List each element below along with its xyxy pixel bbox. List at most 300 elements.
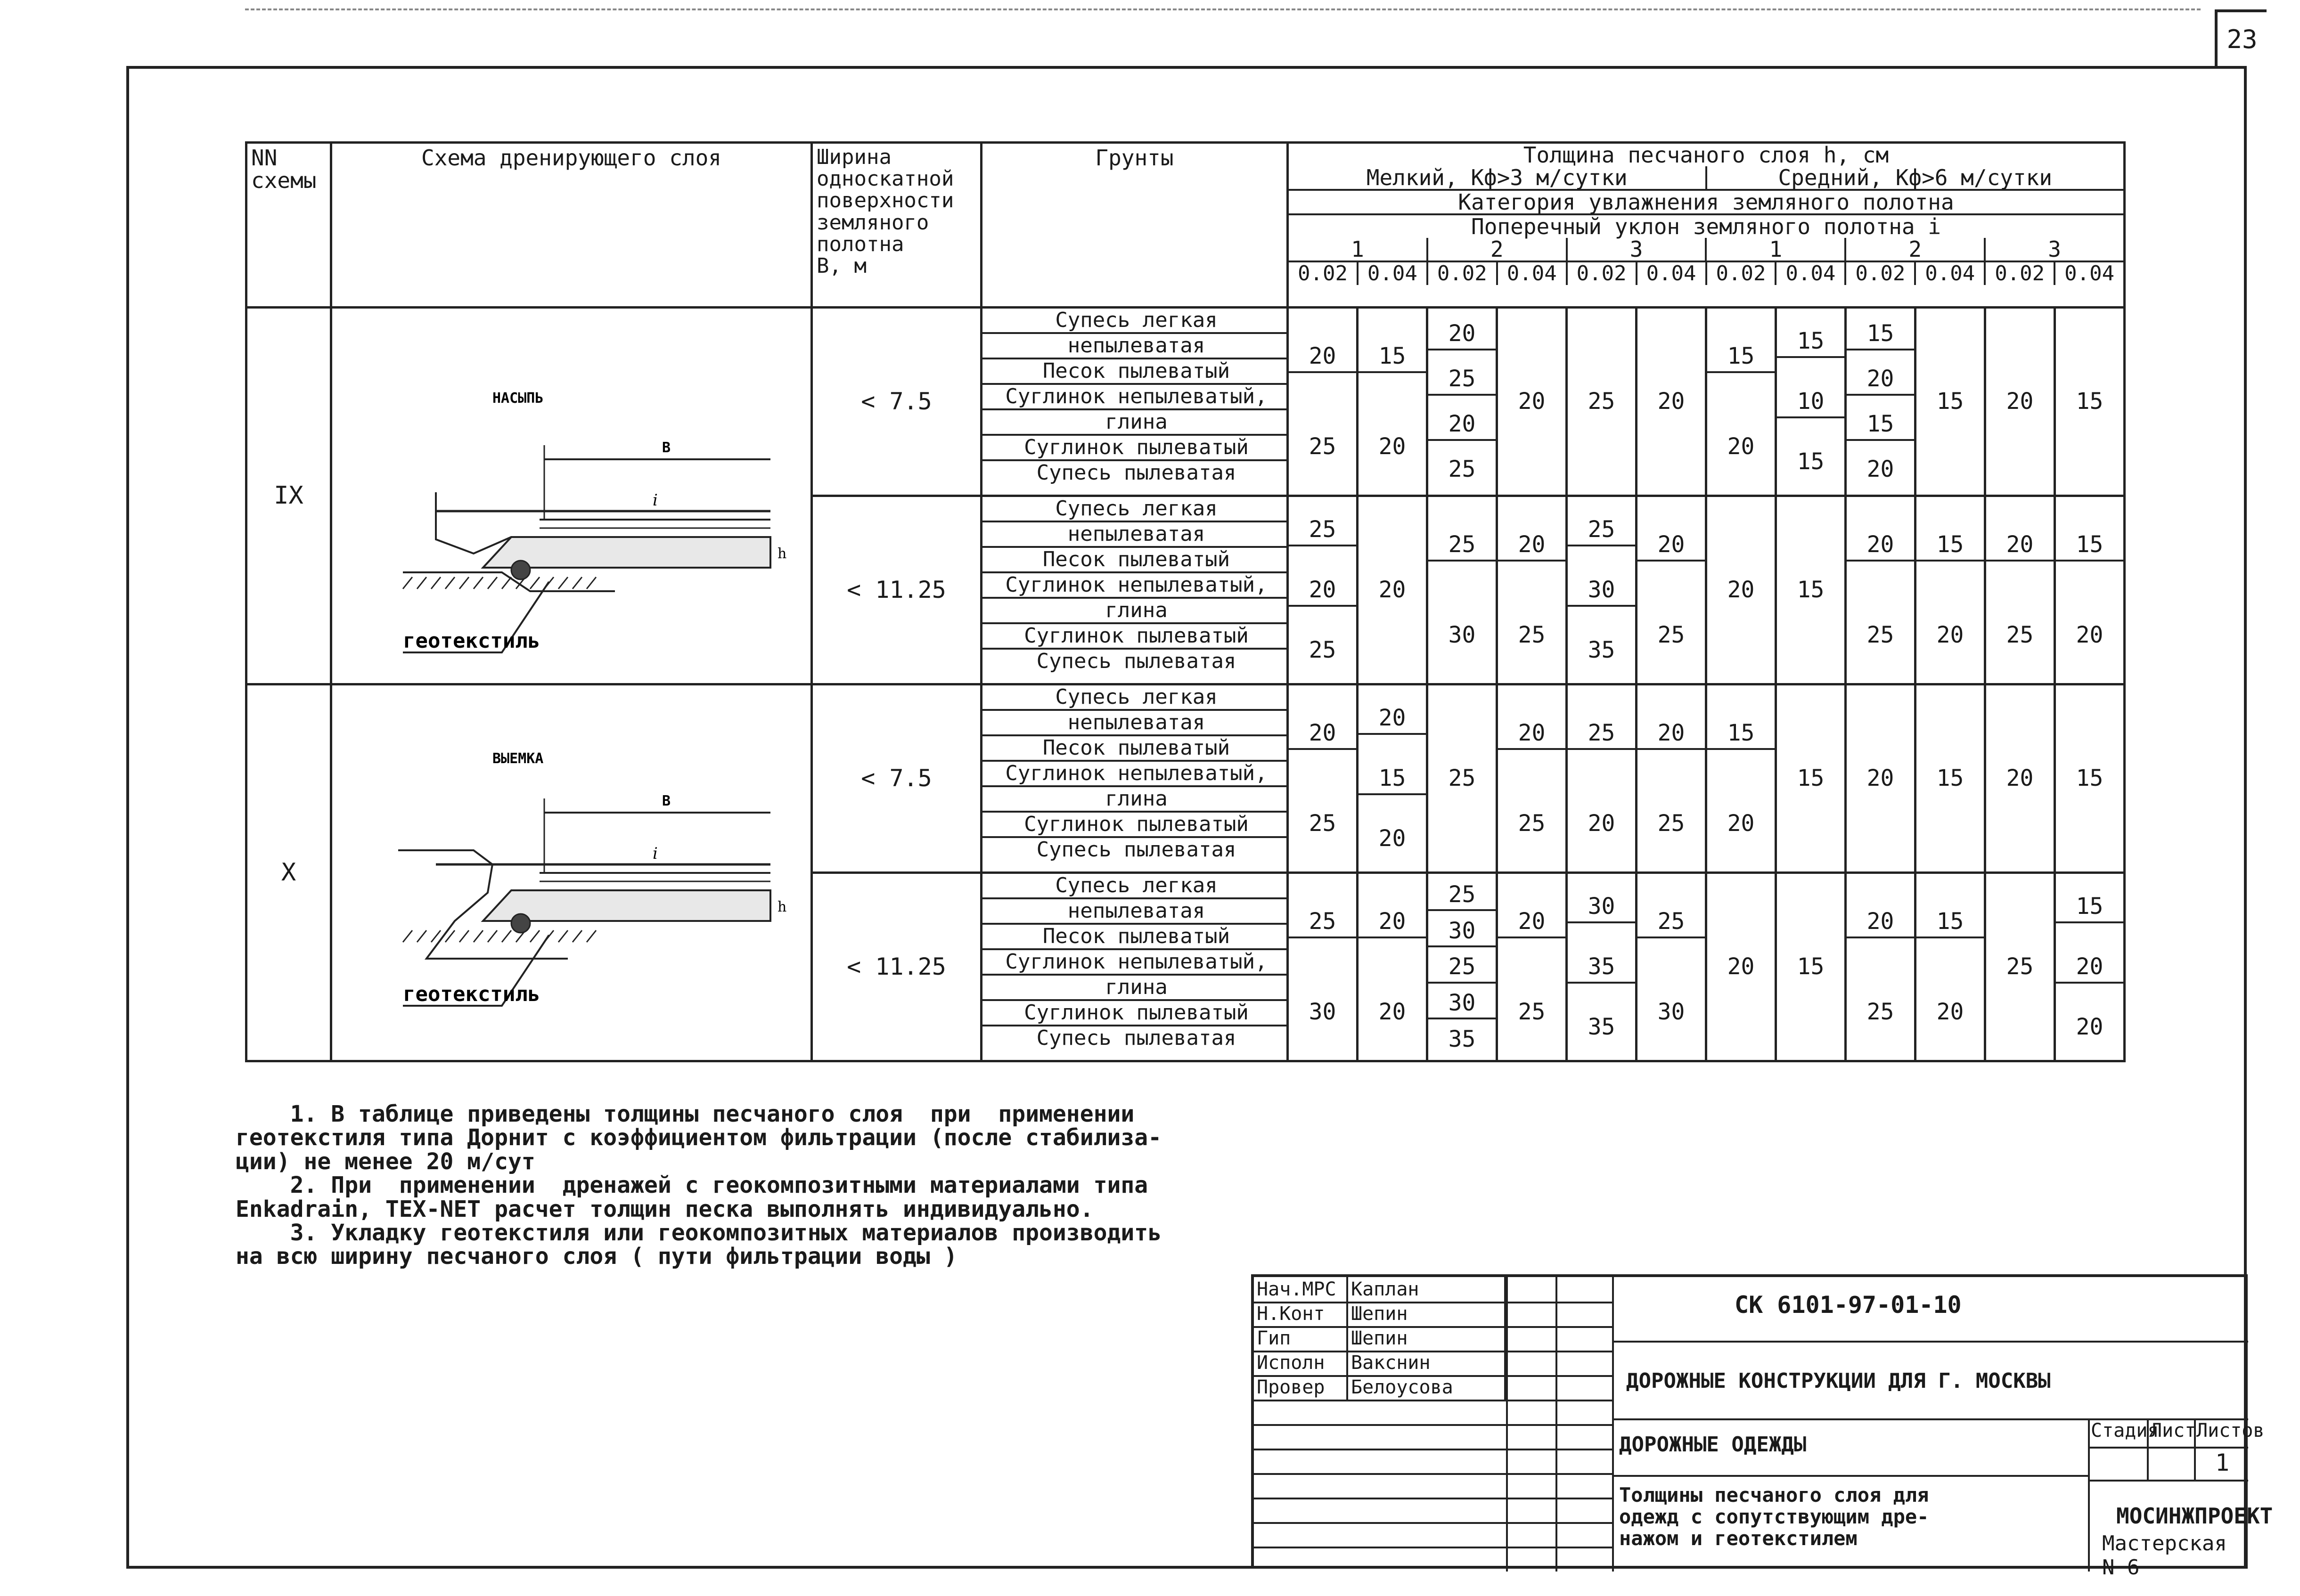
thickness-value: 20: [1518, 388, 1546, 415]
width-value: < 11.25: [812, 873, 982, 1061]
thickness-value: 30: [1448, 622, 1476, 649]
title-block-signatures: [1254, 1277, 1612, 1572]
thickness-cell: [1427, 496, 1497, 684]
header-slope-9: 0.02: [1846, 262, 1916, 285]
thickness-value: 20: [1359, 907, 1426, 938]
header-category-6: 3: [2048, 236, 2061, 262]
thickness-cell: [1427, 873, 1497, 1061]
header-medium-sand: Средний, Кф>6 м/сутки: [1778, 165, 2053, 190]
header-category-5: 2: [1846, 238, 1986, 261]
sand-thickness-table: [245, 141, 2126, 1062]
thickness-cell: [1427, 308, 1497, 496]
thickness-value: 25: [1448, 765, 1476, 792]
thickness-value: 20: [1378, 577, 1406, 603]
role: Гип: [1254, 1326, 1348, 1351]
signature-row: [1254, 1277, 1612, 1302]
thickness-cell: [1706, 684, 1776, 873]
thickness-value: 15: [1916, 530, 1984, 561]
thickness-value: 15: [1707, 342, 1775, 373]
thickness-stack: [1359, 501, 1426, 680]
thickness-stack: [1916, 689, 1984, 868]
geotextile-label: геотекстиль: [403, 629, 540, 653]
soil-name: Супесь легкая: [982, 309, 1286, 334]
soil-name: непылеватая: [982, 522, 1286, 548]
thickness-cell: [1776, 496, 1846, 684]
table-row: [246, 684, 2125, 873]
scheme-number: X: [246, 684, 331, 1061]
thickness-cell: [1846, 873, 1915, 1061]
table-row: [246, 308, 2125, 496]
soil-name: глина: [982, 787, 1286, 813]
thickness-cell: [1358, 496, 1427, 684]
thickness-value: 25: [1518, 810, 1546, 837]
stage-label: Стадия: [2091, 1420, 2159, 1441]
thickness-cell: [1985, 496, 2055, 684]
header-slope-2: 0.04: [1359, 262, 1428, 285]
soil-name: непылеватая: [982, 711, 1286, 736]
soil-name: глина: [982, 599, 1286, 624]
signature-rule: [1254, 1547, 1612, 1548]
header-slope-11: 0.02: [1986, 262, 2055, 285]
thickness-value: 25: [2006, 622, 2034, 649]
header-category-2: 2: [1428, 238, 1568, 261]
signature-row: [1254, 1326, 1612, 1351]
thickness-value: 20: [1428, 409, 1496, 440]
thickness-stack: [1707, 312, 1775, 491]
header-moisture: Категория увлажнения земляного полотна: [1289, 191, 2123, 215]
soil-name: Супесь легкая: [982, 685, 1286, 711]
thickness-value: 20: [1289, 575, 1356, 606]
header-width: Ширина односкатной поверхности земляного полотна В, м: [812, 143, 982, 308]
thickness-value: 20: [2006, 388, 2034, 415]
h-dimension-label: h: [778, 899, 787, 915]
signature-rule: [1254, 1424, 1612, 1426]
thickness-stack: [2056, 878, 2123, 1057]
slope-i-label: i: [653, 844, 658, 863]
thickness-value: 20: [1986, 530, 2054, 561]
thickness-value: 15: [1797, 765, 1825, 792]
thickness-stack: [2056, 689, 2123, 868]
soil-name: Песок пылеватый: [982, 925, 1286, 950]
h-dimension-label: h: [778, 546, 787, 562]
thickness-cell: [1706, 873, 1776, 1061]
thickness-value: 20: [1498, 718, 1565, 749]
note-line: 1. В таблице приведены толщины песчаного слоя при применении: [236, 1101, 1135, 1127]
thickness-stack: [1986, 689, 2054, 868]
thickness-value: 25: [2006, 953, 2034, 980]
signature-rule: [1254, 1473, 1612, 1475]
thickness-value: 20: [1657, 388, 1685, 415]
header-slope-10: 0.04: [1916, 262, 1986, 285]
thickness-value: 25: [1637, 907, 1705, 938]
thickness-cell: [1288, 684, 1358, 873]
header-soils: Грунты: [982, 143, 1288, 308]
header-scheme: Схема дренирующего слоя: [331, 143, 812, 308]
thickness-stack: [1498, 312, 1565, 491]
header-categories: [1289, 238, 2123, 262]
b-dimension-label: B: [662, 793, 671, 809]
thickness-cell: [1915, 496, 1985, 684]
thickness-cell: [1915, 308, 1985, 496]
thickness-value: 20: [1727, 810, 1755, 837]
role: Провер: [1254, 1375, 1348, 1400]
header-slope-4: 0.04: [1498, 262, 1568, 285]
soil-name: Супесь пылеватая: [1036, 1026, 1236, 1050]
thickness-value: 30: [1568, 575, 1635, 606]
thickness-value: 25: [1866, 622, 1894, 649]
signature-rule: [1254, 1522, 1612, 1524]
thickness-value: 30: [1428, 916, 1496, 947]
section-title: ДОРОЖНЫЕ ОДЕЖДЫ: [1619, 1433, 1807, 1457]
soil-name: глина: [982, 976, 1286, 1001]
soil-name: Суглинок непылеватый,: [982, 762, 1286, 787]
soils-list: [982, 873, 1288, 1061]
soil-name: Супесь пылеватая: [1036, 461, 1236, 485]
sheet-title: Толщины песчаного слоя для одежд с сопутствующим дре- нажом и геотекстилем: [1619, 1483, 1929, 1550]
thickness-stack: [1777, 878, 1844, 1057]
thickness-value: 25: [1518, 999, 1546, 1026]
thickness-value: 20: [1866, 456, 1894, 483]
thickness-cell: [1915, 684, 1985, 873]
scheme-type-label: ВЫЕМКА: [492, 750, 544, 767]
thickness-cell: [1497, 496, 1567, 684]
geotextile-label: геотекстиль: [403, 982, 540, 1006]
thickness-stack: [1847, 312, 1914, 491]
thickness-value: 20: [2056, 952, 2123, 983]
thickness-value: 30: [1428, 988, 1496, 1019]
thickness-value: 15: [2076, 765, 2104, 792]
note-line: геотекстиля типа Дорнит с коэффициентом фильтрации (после стабилиза-: [236, 1124, 1162, 1151]
thickness-stack: [1428, 501, 1496, 680]
doc-code: СК 6101-97-01-10: [1735, 1291, 1962, 1319]
sheets-value: 1: [2215, 1449, 2230, 1476]
thickness-stack: [1986, 501, 2054, 680]
thickness-stack: [1986, 312, 2054, 491]
thickness-value: 15: [1847, 409, 1914, 440]
soil-name: Суглинок непылеватый,: [982, 950, 1286, 976]
thickness-stack: [1777, 689, 1844, 868]
width-value: < 7.5: [812, 684, 982, 873]
thickness-stack: [1428, 689, 1496, 868]
thickness-stack: [1637, 312, 1705, 491]
note-line: 3. Укладку геотекстиля или геокомпозитных материалов производить: [236, 1219, 1162, 1246]
thickness-value: 20: [2076, 1014, 2104, 1041]
signature-rule: [1254, 1302, 1612, 1303]
person-name: Шепин: [1348, 1326, 1506, 1351]
note-line: 2. При применении дренажей с геокомпозитными материалами типа: [236, 1172, 1148, 1199]
soil-name: Супесь легкая: [982, 497, 1286, 522]
thickness-stack: [1568, 501, 1635, 680]
notes: [236, 1102, 1272, 1269]
thickness-stack: [1359, 878, 1426, 1057]
thickness-cell: [1358, 873, 1427, 1061]
soil-name: Суглинок непылеватый,: [982, 573, 1286, 599]
thickness-cell: [1985, 684, 2055, 873]
thickness-value: 25: [1289, 907, 1356, 938]
thickness-value: 20: [2076, 622, 2104, 649]
thickness-stack: [1707, 878, 1775, 1057]
person-name: Каплан: [1348, 1277, 1506, 1302]
thickness-value: 20: [1289, 342, 1356, 373]
thickness-value: 20: [1428, 319, 1496, 350]
soil-name: Суглинок пылеватый: [982, 624, 1286, 650]
thickness-value: 25: [1309, 637, 1336, 664]
thickness-cell: [1567, 873, 1637, 1061]
scheme-drawing-1: [332, 309, 808, 676]
thickness-value: 20: [1498, 907, 1565, 938]
header-slope: Поперечный уклон земляного полотна i: [1471, 214, 1941, 239]
thickness-cell: [2055, 684, 2125, 873]
signature-rule: [1254, 1498, 1612, 1499]
role: Нач.МРС: [1254, 1277, 1348, 1302]
soil-name: непылеватая: [982, 334, 1286, 359]
thickness-cell: [1288, 873, 1358, 1061]
slope-i-label: i: [653, 491, 658, 510]
note-line: на всю ширину песчаного слоя ( пути фильтрации воды ): [236, 1243, 958, 1270]
thickness-value: 15: [1359, 342, 1426, 373]
thickness-value: 20: [1727, 577, 1755, 603]
thickness-cell: [1846, 308, 1915, 496]
soil-name: непылеватая: [982, 899, 1286, 925]
thickness-cell: [1637, 873, 1706, 1061]
title-block: [1251, 1274, 2273, 1580]
thickness-value: 20: [1359, 703, 1426, 734]
thickness-value: 15: [1359, 764, 1426, 795]
scheme-type-label: НАСЫПЬ: [492, 390, 544, 407]
scheme-drawing-2: [332, 685, 808, 1053]
thickness-value: 20: [1727, 433, 1755, 460]
thickness-stack: [1847, 878, 1914, 1057]
signature-rule: [1254, 1375, 1612, 1377]
thickness-stack: [1568, 312, 1635, 491]
thickness-cell: [1427, 684, 1497, 873]
b-dimension-label: B: [662, 440, 671, 456]
header-sand-types: [1289, 166, 2123, 191]
header-slope-3: 0.02: [1428, 262, 1498, 285]
thickness-cell: [1637, 308, 1706, 496]
thickness-stack: [1637, 689, 1705, 868]
soil-name: Песок пылеватый: [982, 548, 1286, 573]
thickness-stack: [1637, 501, 1705, 680]
thickness-value: 20: [1378, 825, 1406, 852]
thickness-value: 15: [1936, 765, 1964, 792]
thickness-value: 25: [1568, 718, 1635, 749]
soil-name: глина: [982, 410, 1286, 436]
thickness-value: 15: [1797, 953, 1825, 980]
thickness-cell: [1776, 684, 1846, 873]
thickness-cell: [1288, 496, 1358, 684]
width-value: < 11.25: [812, 496, 982, 684]
thickness-value: 20: [1847, 530, 1914, 561]
header-slope-1: 0.02: [1289, 262, 1359, 285]
thickness-stack: [1289, 878, 1356, 1057]
header-category-3: 3: [1568, 238, 1707, 261]
thickness-cell: [1497, 873, 1567, 1061]
signature-rule: [1254, 1400, 1612, 1401]
thickness-value: 25: [1866, 999, 1894, 1026]
thickness-value: 25: [1568, 515, 1635, 546]
sheet-label: Лист: [2151, 1420, 2196, 1441]
thickness-cell: [2055, 496, 2125, 684]
header-thickness: Толщина песчаного слоя h, см: [1523, 142, 1889, 168]
thickness-stack: [1568, 689, 1635, 868]
thickness-cell: [1985, 308, 2055, 496]
header-slope-12: 0.04: [2064, 261, 2115, 285]
thickness-stack: [1568, 878, 1635, 1057]
signature-row: [1254, 1302, 1612, 1326]
thickness-stack: [1428, 312, 1496, 491]
thickness-stack: [1359, 312, 1426, 491]
sheet-number: 23: [2215, 9, 2267, 66]
signature-rule: [1254, 1326, 1612, 1328]
thickness-cell: [1358, 308, 1427, 496]
soils-list: [982, 308, 1288, 496]
thickness-value: 25: [1309, 810, 1336, 837]
scheme-wrap: [332, 309, 810, 681]
scheme-wrap: [332, 685, 810, 1058]
header-category-1: 1: [1289, 238, 1428, 261]
note-line: ции) не менее 20 м/сут: [236, 1148, 535, 1175]
drain-pipe: [511, 914, 530, 933]
scheme-number: IX: [246, 308, 331, 684]
thickness-cell: [1497, 308, 1567, 496]
thickness-value: 35: [1588, 1014, 1615, 1041]
org-unit: Мастерская N 6: [2102, 1531, 2227, 1580]
thickness-stack: [1986, 878, 2054, 1057]
header-slope-5: 0.02: [1568, 262, 1637, 285]
header-fine-sand: Мелкий, Кф>3 м/сутки: [1289, 166, 1707, 189]
thickness-value: 25: [1289, 515, 1356, 546]
width-value: < 7.5: [812, 308, 982, 496]
thickness-value: 25: [1448, 456, 1476, 483]
thickness-value: 20: [1866, 765, 1894, 792]
thickness-stack: [1498, 501, 1565, 680]
thickness-value: 25: [1428, 880, 1496, 911]
thickness-value: 15: [1797, 448, 1825, 475]
thickness-value: 30: [1309, 999, 1336, 1026]
thickness-value: 20: [2006, 765, 2034, 792]
thickness-cell: [1706, 308, 1776, 496]
thickness-value: 20: [1498, 530, 1565, 561]
signature-row: [1254, 1375, 1612, 1400]
thickness-value: 30: [1657, 999, 1685, 1026]
scheme-cell: [331, 684, 812, 1061]
thickness-stack: [1777, 501, 1844, 680]
scheme-cell: [331, 308, 812, 684]
thickness-value: 20: [1378, 433, 1406, 460]
thickness-value: 20: [1378, 999, 1406, 1026]
soil-name: Суглинок непылеватый,: [982, 385, 1286, 410]
header-slope-8: 0.04: [1776, 262, 1846, 285]
thickness-cell: [1497, 684, 1567, 873]
header-nn: NN схемы: [246, 143, 331, 308]
thickness-cell: [1567, 308, 1637, 496]
header-slope-7: 0.02: [1707, 262, 1777, 285]
signature-rule: [1254, 1351, 1612, 1352]
thickness-cell: [1288, 308, 1358, 496]
thickness-stack: [1498, 689, 1565, 868]
thickness-value: 15: [1916, 907, 1984, 938]
soil-name: Супесь пылеватая: [1036, 838, 1236, 862]
thickness-value: 35: [1448, 1026, 1476, 1052]
thickness-stack: [1916, 501, 1984, 680]
signature-rule: [1254, 1449, 1612, 1450]
thickness-cell: [2055, 873, 2125, 1061]
person-name: Белоусова: [1348, 1375, 1506, 1400]
thickness-cell: [1985, 873, 2055, 1061]
soil-name: Песок пылеватый: [982, 359, 1286, 385]
soil-name: Суглинок пылеватый: [982, 1001, 1286, 1026]
thickness-value: 20: [1847, 907, 1914, 938]
thickness-stack: [1289, 689, 1356, 868]
thickness-value: 25: [1309, 433, 1336, 460]
soil-name: Суглинок пылеватый: [982, 436, 1286, 461]
thickness-stack: [1777, 312, 1844, 491]
project-title: ДОРОЖНЫЕ КОНСТРУКЦИИ ДЛЯ Г. МОСКВЫ: [1626, 1369, 2051, 1393]
thickness-value: 15: [2056, 530, 2123, 561]
thickness-value: 15: [1936, 388, 1964, 415]
thickness-cell: [1846, 684, 1915, 873]
thickness-value: 35: [1588, 637, 1615, 664]
note-line: Enkadrain, TEX-NET расчет толщин песка выполнять индивидуально.: [236, 1196, 1094, 1222]
thickness-stack: [1498, 878, 1565, 1057]
thickness-value: 20: [1637, 530, 1705, 561]
thickness-stack: [2056, 501, 2123, 680]
thickness-value: 30: [1568, 892, 1635, 923]
thickness-value: 15: [1707, 718, 1775, 749]
thickness-stack: [1289, 501, 1356, 680]
drain-pipe: [511, 561, 530, 579]
thickness-value: 20: [1847, 364, 1914, 395]
thickness-stack: [1707, 689, 1775, 868]
thickness-cell: [2055, 308, 2125, 496]
thickness-value: 25: [1428, 952, 1496, 983]
sheets-label: Листов: [2196, 1420, 2265, 1441]
thickness-stack: [1428, 878, 1496, 1057]
soil-name: Супесь пылеватая: [1036, 649, 1236, 673]
thickness-value: 20: [1727, 953, 1755, 980]
thickness-stack: [1847, 689, 1914, 868]
thickness-cell: [1706, 496, 1776, 684]
thickness-value: 15: [1847, 319, 1914, 350]
thickness-value: 15: [1777, 326, 1844, 358]
thickness-value: 15: [2056, 892, 2123, 923]
thickness-stack: [1359, 689, 1426, 868]
thickness-cell: [1846, 496, 1915, 684]
thickness-value: 25: [1657, 810, 1685, 837]
soils-list: [982, 496, 1288, 684]
thickness-value: 25: [1657, 622, 1685, 649]
header-slopes: [1289, 262, 2123, 285]
thickness-value: 20: [1289, 718, 1356, 749]
thickness-value: 15: [1797, 577, 1825, 603]
soil-name: Суглинок пылеватый: [982, 813, 1286, 838]
thickness-cell: [1776, 873, 1846, 1061]
thickness-cell: [1776, 308, 1846, 496]
header-category-4: 1: [1707, 238, 1846, 261]
thickness-stack: [1916, 312, 1984, 491]
thickness-value: 25: [1518, 622, 1546, 649]
thickness-value: 20: [1936, 999, 1964, 1026]
thickness-value: 10: [1777, 387, 1844, 418]
thickness-cell: [1567, 684, 1637, 873]
role: Н.Конт: [1254, 1302, 1348, 1326]
thickness-value: 25: [1428, 364, 1496, 395]
thickness-value: 15: [2076, 388, 2104, 415]
thickness-stack: [1916, 878, 1984, 1057]
thickness-stack: [1637, 878, 1705, 1057]
thickness-stack: [1707, 501, 1775, 680]
